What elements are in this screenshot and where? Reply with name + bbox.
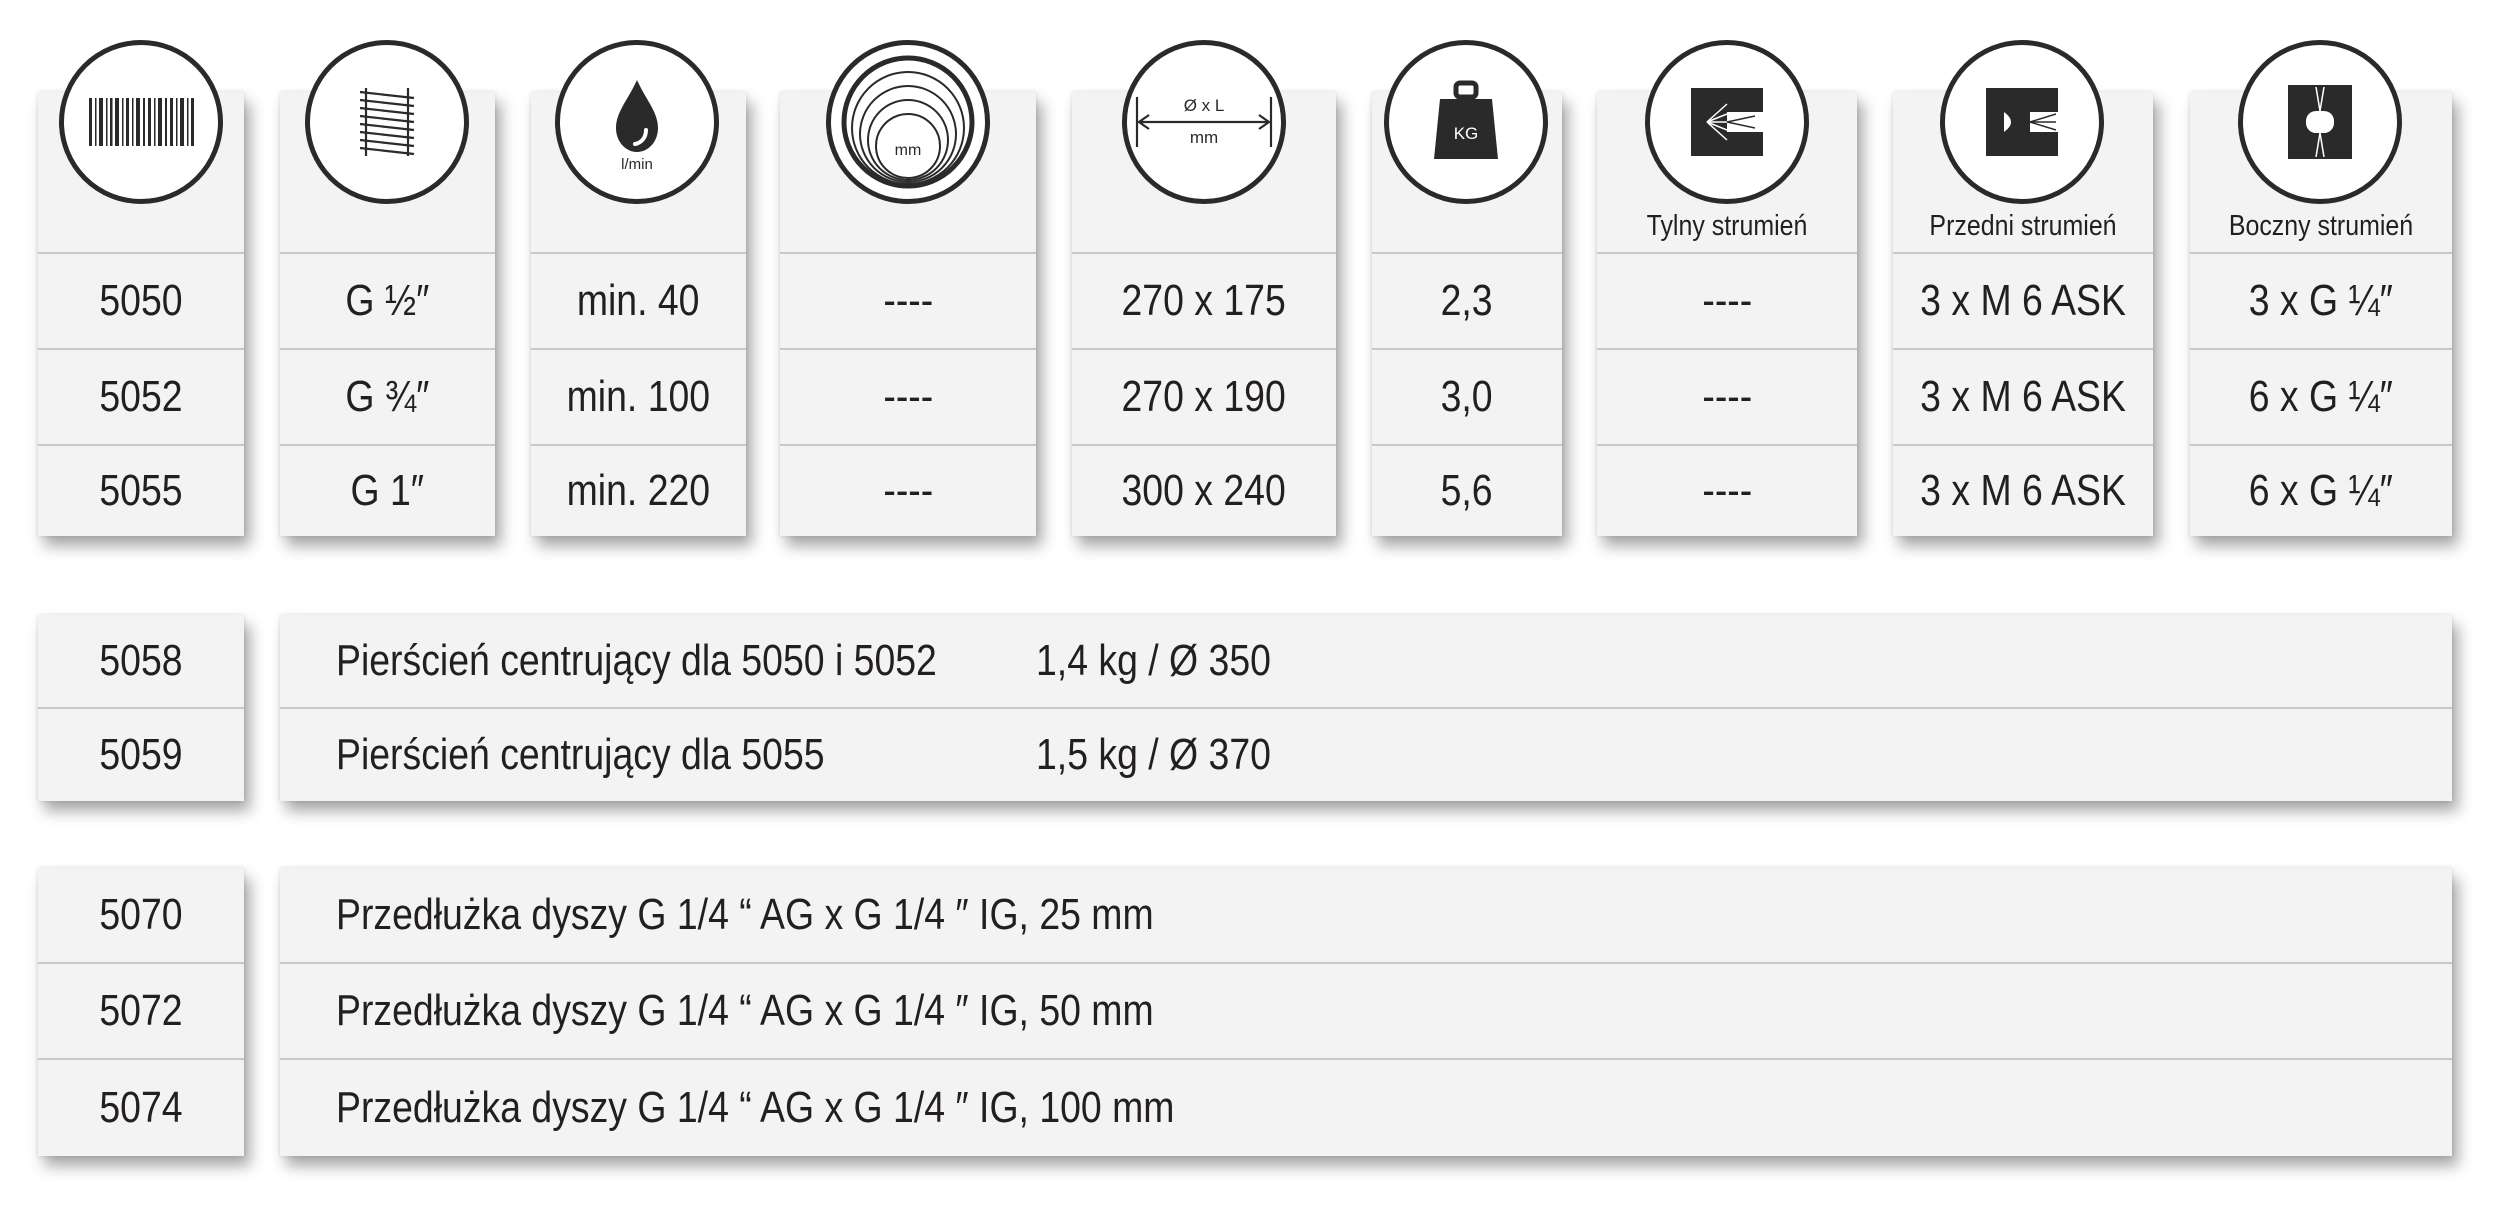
rings-code: 5058 [99,636,183,685]
dimension-bottom-label: mm [1189,128,1219,147]
cell-side-jet: 6 x G ¼″ [2248,466,2394,515]
cell-thread: G 1″ [350,466,425,515]
rings-code: 5059 [99,730,183,779]
weight-icon [1384,40,1548,204]
extension-code: 5070 [99,890,183,939]
rings-description: Pierścień centrujący dla 5055 [336,730,825,779]
cell-thread: G ½″ [345,276,430,325]
rings-description: Pierścień centrujący dla 5050 i 5052 [336,636,937,685]
cell-dimensions: 270 x 190 [1121,372,1287,421]
diameter-icon [826,40,990,204]
extensions-description-column [280,868,2452,1156]
cell-thread: G ¾″ [345,372,430,421]
weight-unit-label: KG [1453,124,1479,143]
extensions-code-column [38,868,244,1156]
rings-description-column [280,615,2452,801]
extension-code: 5072 [99,986,183,1035]
cell-rear-jet: ---- [1702,372,1752,421]
rings-row [280,615,2452,707]
header-side-jet: Boczny strumień [2228,210,2414,242]
extension-row [280,868,2452,962]
cell-weight: 5,6 [1440,466,1493,515]
cell-flow: min. 40 [577,276,700,325]
thread-icon [305,40,469,204]
diameter-unit-label: mm [894,142,922,159]
dimensions-icon [1122,40,1286,204]
dimension-top-label: Ø x L [1183,96,1225,115]
rings-row [280,709,2452,801]
barcode-icon [59,40,223,204]
cell-side-jet: 3 x G ¼″ [2248,276,2394,325]
extension-description: Przedłużka dyszy G 1/4 “ AG x G 1/4 ″ IG, 50 mm [336,986,1154,1035]
cell-flow: min. 100 [566,372,711,421]
cell-diameter: ---- [883,276,933,325]
water-drop-icon [555,40,719,204]
cell-weight: 3,0 [1440,372,1493,421]
header-divider [38,252,244,254]
cell-article-no: 5050 [99,276,183,325]
header-rear-jet: Tylny strumień [1646,210,1808,242]
rings-spec: 1,5 kg / Ø 370 [1036,730,1271,779]
cell-front-jet: 3 x M 6 ASK [1920,372,2126,421]
header-front-jet: Przedni strumień [1929,210,2117,242]
cell-front-jet: 3 x M 6 ASK [1920,466,2126,515]
rear-jet-icon [1645,40,1809,204]
cell-dimensions: 300 x 240 [1121,466,1287,515]
extension-code: 5074 [99,1083,183,1132]
cell-front-jet: 3 x M 6 ASK [1920,276,2126,325]
extension-description: Przedłużka dyszy G 1/4 “ AG x G 1/4 ″ IG, 25 mm [336,890,1154,939]
flow-unit-label: l/min [621,156,653,172]
extension-description: Przedłużka dyszy G 1/4 “ AG x G 1/4 ″ IG, 100 mm [336,1083,1175,1132]
cell-article-no: 5052 [99,372,183,421]
rings-code-column [38,615,244,801]
cell-diameter: ---- [883,372,933,421]
cell-article-no: 5055 [99,466,183,515]
cell-side-jet: 6 x G ¼″ [2248,372,2394,421]
cell-rear-jet: ---- [1702,466,1752,515]
cell-diameter: ---- [883,466,933,515]
cell-rear-jet: ---- [1702,276,1752,325]
cell-dimensions: 270 x 175 [1121,276,1287,325]
rings-spec: 1,4 kg / Ø 350 [1036,636,1271,685]
extension-row [280,964,2452,1058]
cell-weight: 2,3 [1440,276,1493,325]
side-jet-icon [2238,40,2402,204]
extension-row [280,1060,2452,1156]
cell-flow: min. 220 [566,466,711,515]
front-jet-icon [1940,40,2104,204]
